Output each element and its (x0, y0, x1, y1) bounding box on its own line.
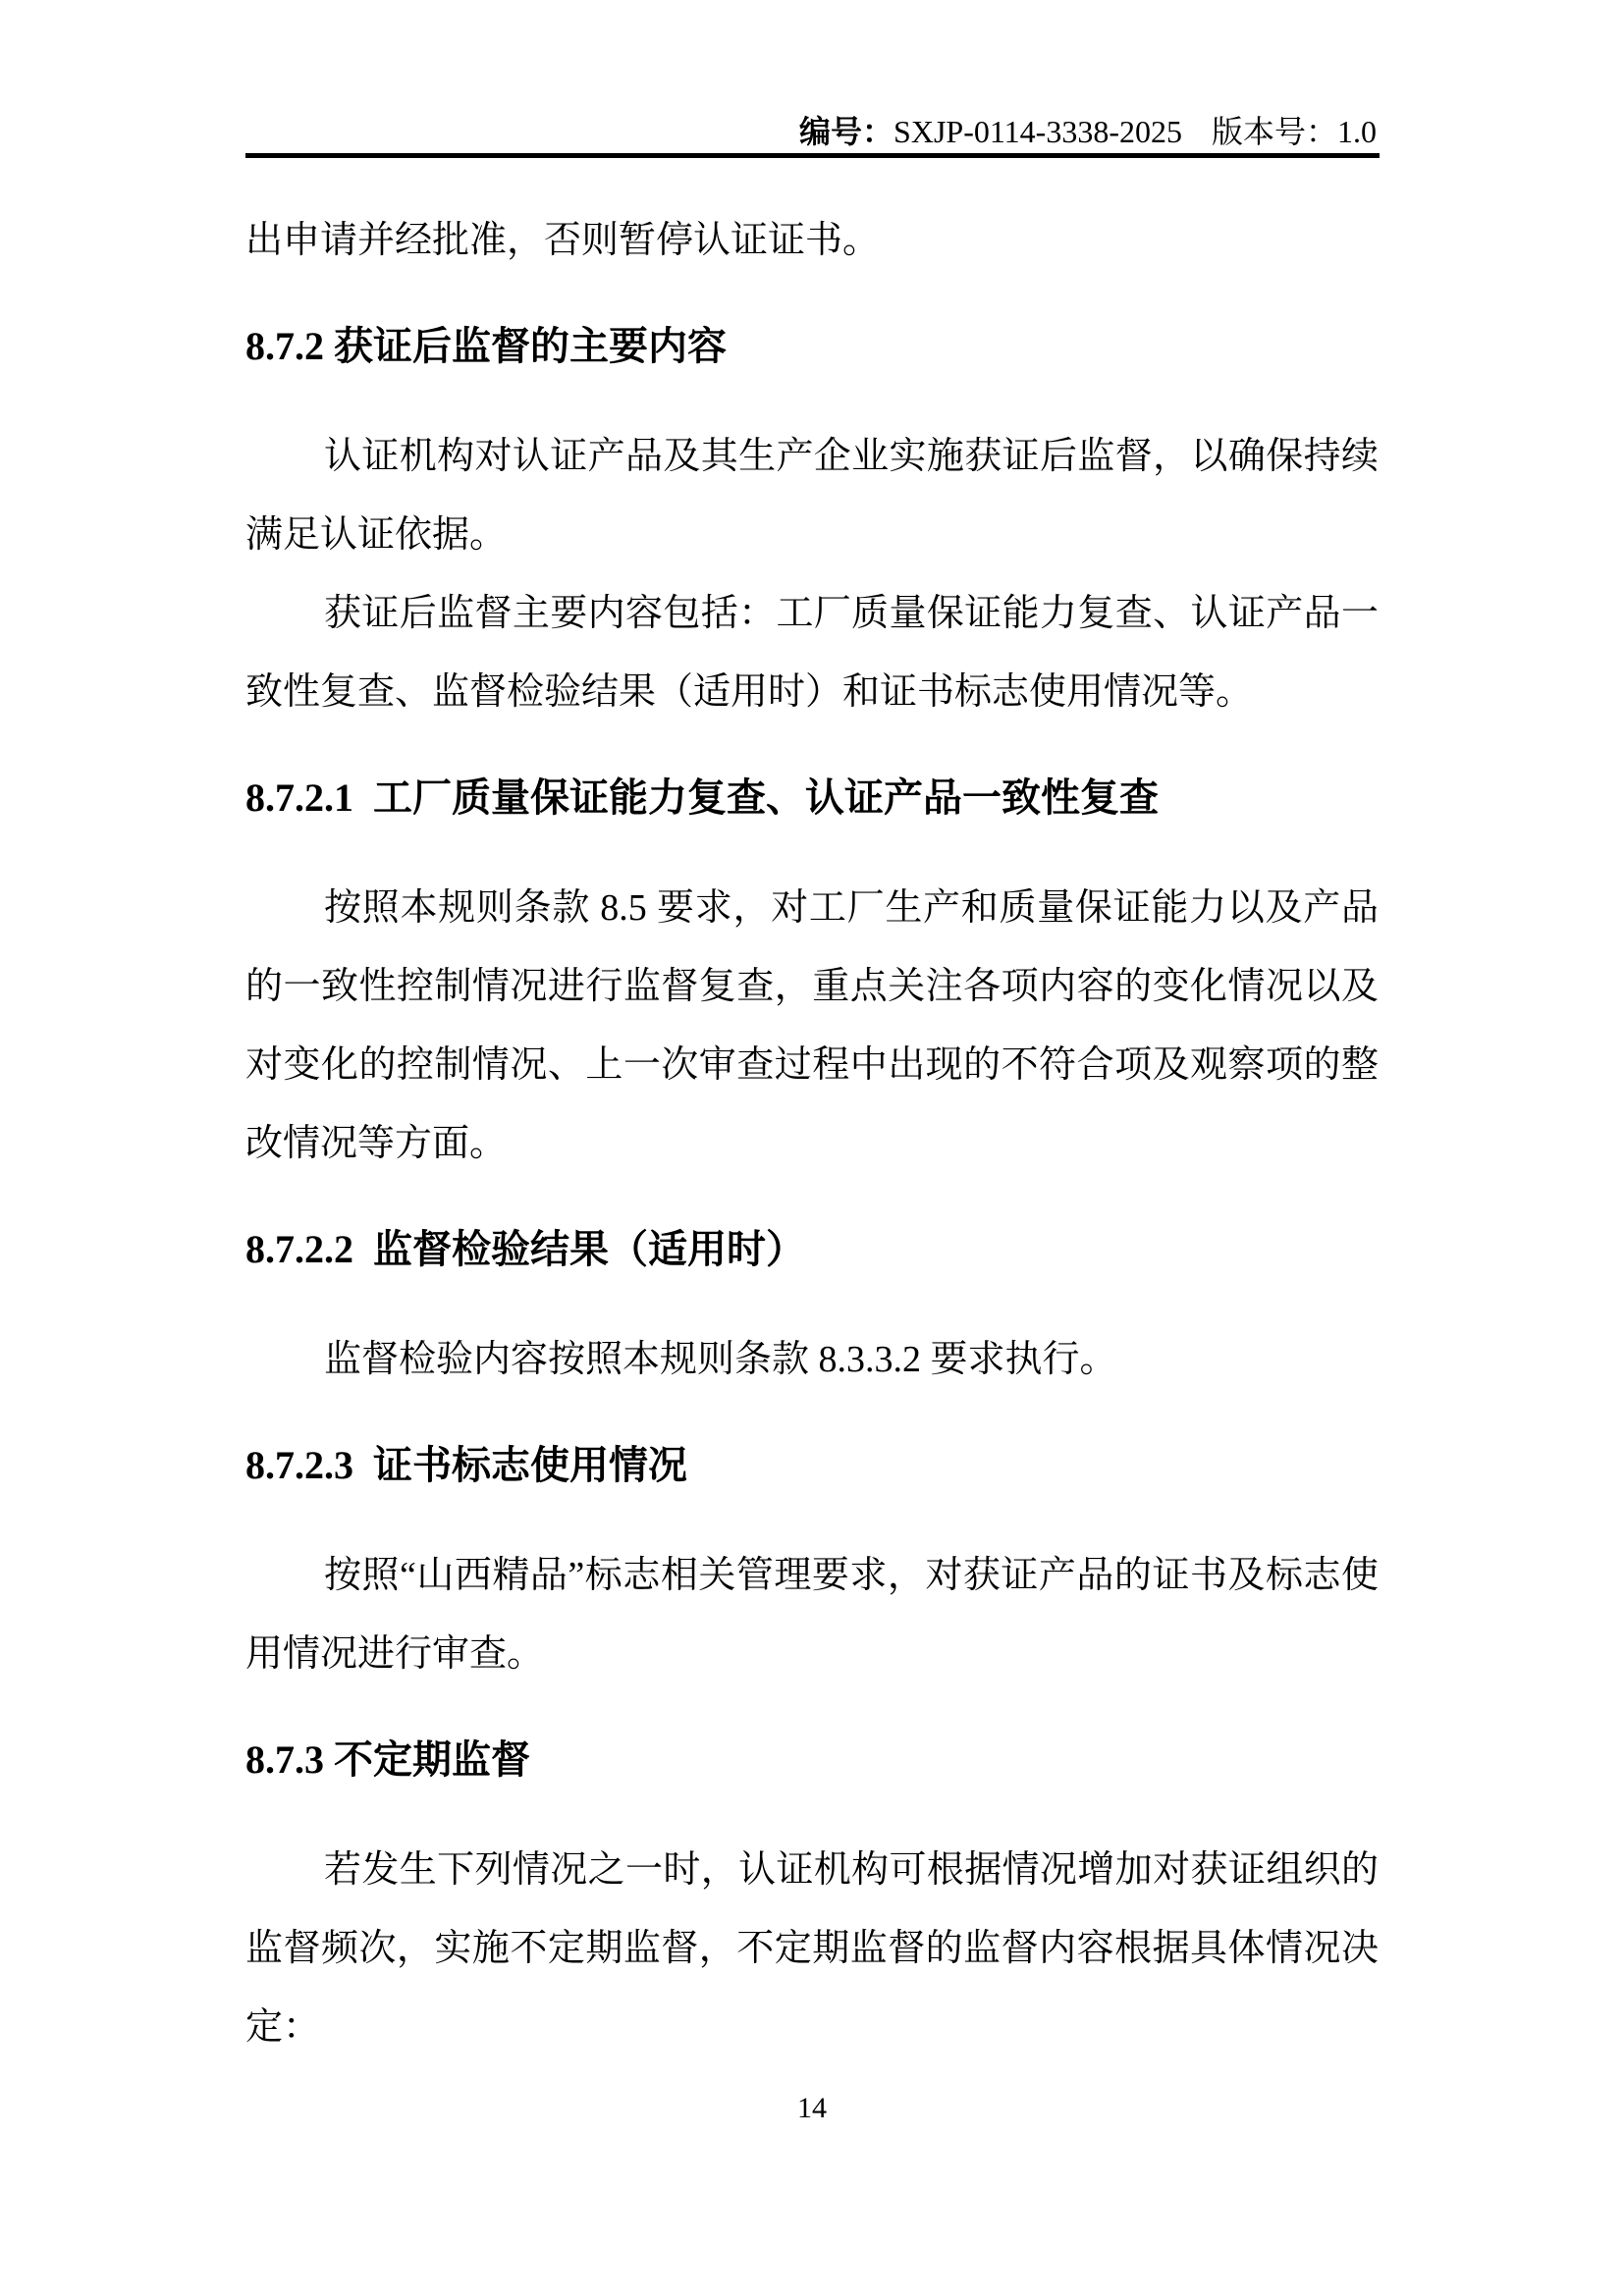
version-value: 1.0 (1337, 114, 1377, 149)
paragraph: 若发生下列情况之一时，认证机构可根据情况增加对获证组织的监督频次，实施不定期监督，不定期监督的监督内容根据具体情况决定： (245, 1849, 1379, 2048)
paragraph-continuation: 出申请并经批准，否则暂停认证证书。 (245, 220, 881, 261)
heading-8-7-2-2: 8.7.2.2 监督检验结果（适用时） (245, 1227, 805, 1271)
paragraph: 获证后监督主要内容包括：工厂质量保证能力复查、认证产品一致性复查、监督检验结果（适用时）和证书标志使用情况等。 (245, 593, 1379, 713)
paragraph: 按照“山西精品”标志相关管理要求，对获证产品的证书及标志使用情况进行审查。 (245, 1555, 1379, 1675)
heading-8-7-2-3: 8.7.2.3 证书标志使用情况 (245, 1443, 687, 1487)
heading-8-7-3: 8.7.3 不定期监督 (245, 1737, 530, 1782)
page-header (245, 0, 1377, 153)
heading-8-7-2: 8.7.2 获证后监督的主要内容 (245, 324, 727, 368)
paragraph: 监督检验内容按照本规则条款 8.3.3.2 要求执行。 (324, 1339, 1117, 1380)
page-number: 14 (797, 2092, 827, 2124)
header-rule (245, 153, 1380, 158)
paragraph: 认证机构对认证产品及其生产企业实施获证后监督，以确保持续满足认证依据。 (245, 436, 1379, 556)
doc-number-label: 编号： (799, 114, 894, 149)
version-label: 版本号： (1211, 114, 1337, 149)
document-body (245, 201, 1379, 2066)
heading-8-7-2-1: 8.7.2.1 工厂质量保证能力复查、认证产品一致性复查 (245, 775, 1159, 820)
doc-number-value: SXJP-0114-3338-2025 (893, 114, 1182, 149)
paragraph: 按照本规则条款 8.5 要求，对工厂生产和质量保证能力以及产品的一致性控制情况进行监督复查，重点关注各项内容的变化情况以及对变化的控制情况、上一次审查过程中出现的不符合项及观察项的整改情况等方面。 (245, 887, 1379, 1164)
